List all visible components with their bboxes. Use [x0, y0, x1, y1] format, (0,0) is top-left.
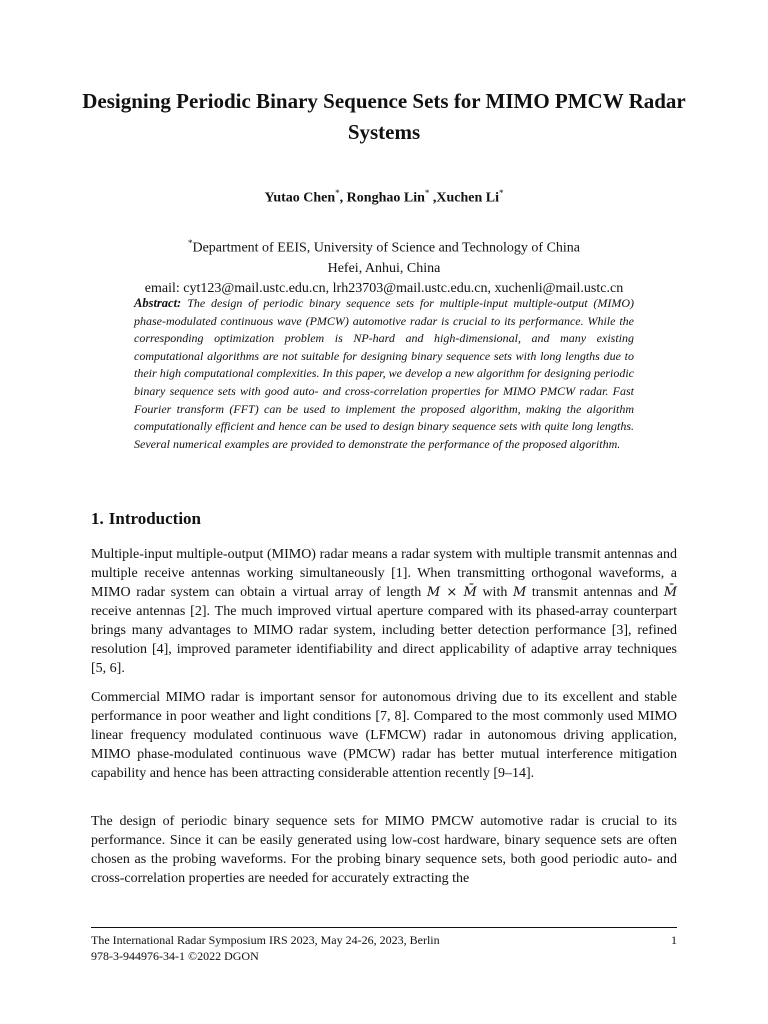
affiliation-department: *Department of EEIS, University of Science and Technology of China: [187, 238, 581, 256]
footer-isbn: 978-3-944976-34-1 ©2022 DGON: [91, 949, 259, 963]
intro-paragraph-1: Multiple-input multiple-output (MIMO) radar means a radar system with multiple transmit antennas and multiple receive antennas working simultaneously [1]. When transmitting orthogonal waveforms, a MIMO radar system can obtain a virtual array of length M × M̄ with M transmit antennas and M̄ receive antennas [2]. The much improved virtual aperture compared with its phased-array counterpart brings many advantages to MIMO radar system, including better detection performance [3], refined resolution [4], improved parameter identifiability and direct applicability of adaptive array techniques [5, 6].: [91, 547, 678, 676]
author-mark: *: [499, 188, 504, 198]
author-mark: *: [424, 188, 430, 198]
affiliation-emails: email: cyt123@mail.ustc.edu.cn, lrh23703@mail.ustc.edu.cn, xuchenli@mail.ustc.cn: [144, 280, 624, 296]
abstract-label: Abstract:: [134, 296, 182, 310]
author-list: Yutao Chen*, Ronghao Lin* ,Xuchen Li*: [264, 188, 504, 206]
paper-title: Designing Periodic Binary Sequence Sets for MIMO PMCW Radar Systems: [82, 89, 686, 144]
math-expression: M: [512, 585, 527, 600]
math-expression: M × M̄: [426, 585, 477, 600]
section-heading: [91, 507, 206, 531]
section-title: Introduction: [108, 509, 202, 528]
affiliation-mark: *: [187, 238, 193, 248]
page-footer: [91, 932, 677, 964]
affiliation-block: [80, 233, 688, 299]
author-mark: *: [335, 188, 340, 198]
author-name: Yutao Chen: [264, 190, 336, 206]
affiliation-location: Hefei, Anhui, China: [327, 260, 441, 276]
abstract: [134, 295, 634, 453]
author-name: Ronghao Lin: [346, 190, 425, 206]
section-number: 1.: [91, 509, 104, 528]
footer-divider: [91, 927, 677, 928]
footer-conference: The International Radar Symposium IRS 2023, May 24-26, 2023, Berlin: [91, 933, 440, 947]
intro-paragraph-2: Commercial MIMO radar is important sensor for autonomous driving due to its excellent and stable performance in poor weather and light conditions [7, 8]. Compared to the most commonly used MIMO linear frequency modulated continuous wave (LFMCW) radar in autonomous driving application, MIMO phase-modulated continuous wave (PMCW) radar has better mutual interference mitigation capability and hence has been attracting considerable attention recently [9–14].: [91, 690, 677, 781]
math-expression: M̄: [663, 585, 678, 600]
author-name: Xuchen Li: [436, 190, 499, 206]
intro-paragraph-3: The design of periodic binary sequence sets for MIMO PMCW automotive radar is crucial to its performance. Since it can be easily generated using low-cost hardware, binary sequence sets are often chosen as the probing waveforms. For the probing binary sequence sets, both good periodic auto- and cross-correlation properties are needed for accurately extracting the: [91, 814, 677, 886]
page-number: 1: [671, 933, 677, 947]
abstract-text: The design of periodic binary sequence sets for multiple-input multiple-output (MIMO) phase-modulated continuous wave (PMCW) automotive radar is crucial to its performance. While the corresponding optimization problem is NP-hard and high-dimensional, and many existing computational algorithms are not suitable for designing binary sequence sets with long lengths due to their high computational complexities. In this paper, we develop a new algorithm for designing periodic binary sequence sets with good auto- and cross-correlation properties for MIMO PMCW radar. Fast Fourier transform (FFT) can be used to implement the proposed algorithm, making the algorithm computationally efficient and hence can be used to design binary sequence sets with quite long lengths. Several numerical examples are provided to demonstrate the performance of the proposed algorithm.: [134, 296, 634, 451]
